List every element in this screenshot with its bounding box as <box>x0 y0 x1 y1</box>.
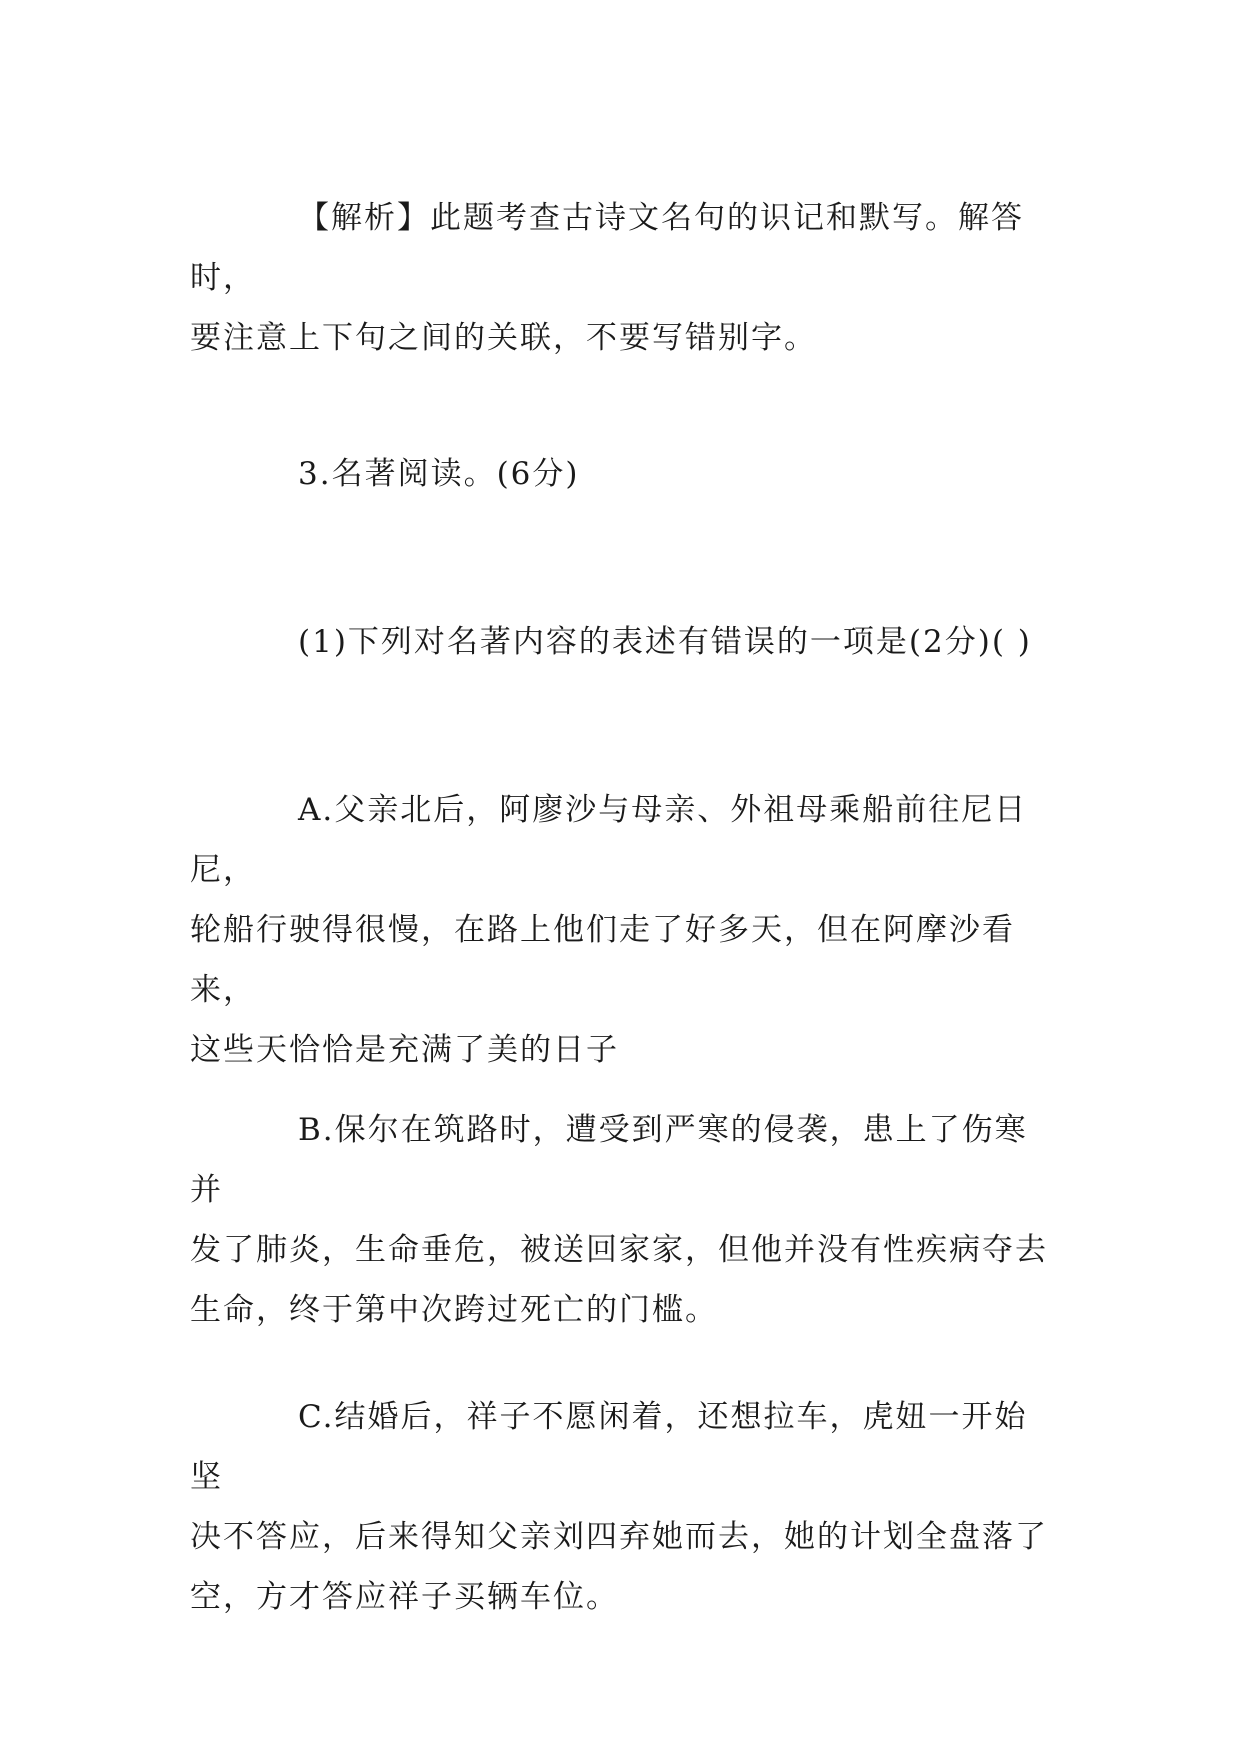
option-b-paragraph <box>190 1100 1060 1340</box>
option-a-line-2: 轮船行驶得很慢，在路上他们走了好多天，但在阿摩沙看来， <box>190 912 1015 1008</box>
option-c-line-2: 决不答应，后来得知父亲刘四弃她而去，她的计划全盘落了 <box>190 1519 1048 1555</box>
sub-question-1-stem-text: (1)下列对名著内容的表述有错误的一项是(2分)( ) <box>298 624 1032 660</box>
option-a-paragraph <box>190 780 1060 1080</box>
option-b-line-1: B.保尔在筑路时，遭受到严寒的侵袭，患上了伤寒并 <box>190 1112 1028 1208</box>
analysis-line-1: 【解析】此题考查古诗文名句的识记和默写。解答时， <box>190 200 1024 296</box>
question-3-heading <box>190 444 1060 504</box>
option-c-line-1: C.结婚后，祥子不愿闲着，还想拉车，虎妞一开始坚 <box>190 1399 1028 1495</box>
sub-question-1-stem <box>190 612 1060 672</box>
analysis-paragraph <box>190 188 1060 368</box>
option-b-line-3: 生命，终于第中次跨过死亡的门槛。 <box>190 1292 718 1328</box>
option-a-line-1: A.父亲北后，阿廖沙与母亲、外祖母乘船前往尼日尼， <box>190 792 1028 888</box>
option-a-line-3: 这些天恰恰是充满了美的日子 <box>190 1032 619 1068</box>
analysis-line-2: 要注意上下句之间的关联，不要写错别字。 <box>190 320 817 356</box>
option-b-line-2: 发了肺炎，生命垂危，被送回家家，但他并没有性疾病夺去 <box>190 1232 1048 1268</box>
question-3-heading-text: 3.名著阅读。(6分) <box>298 456 580 492</box>
option-c-paragraph <box>190 1387 1060 1627</box>
option-c-line-3: 空，方才答应祥子买辆车位。 <box>190 1579 619 1615</box>
